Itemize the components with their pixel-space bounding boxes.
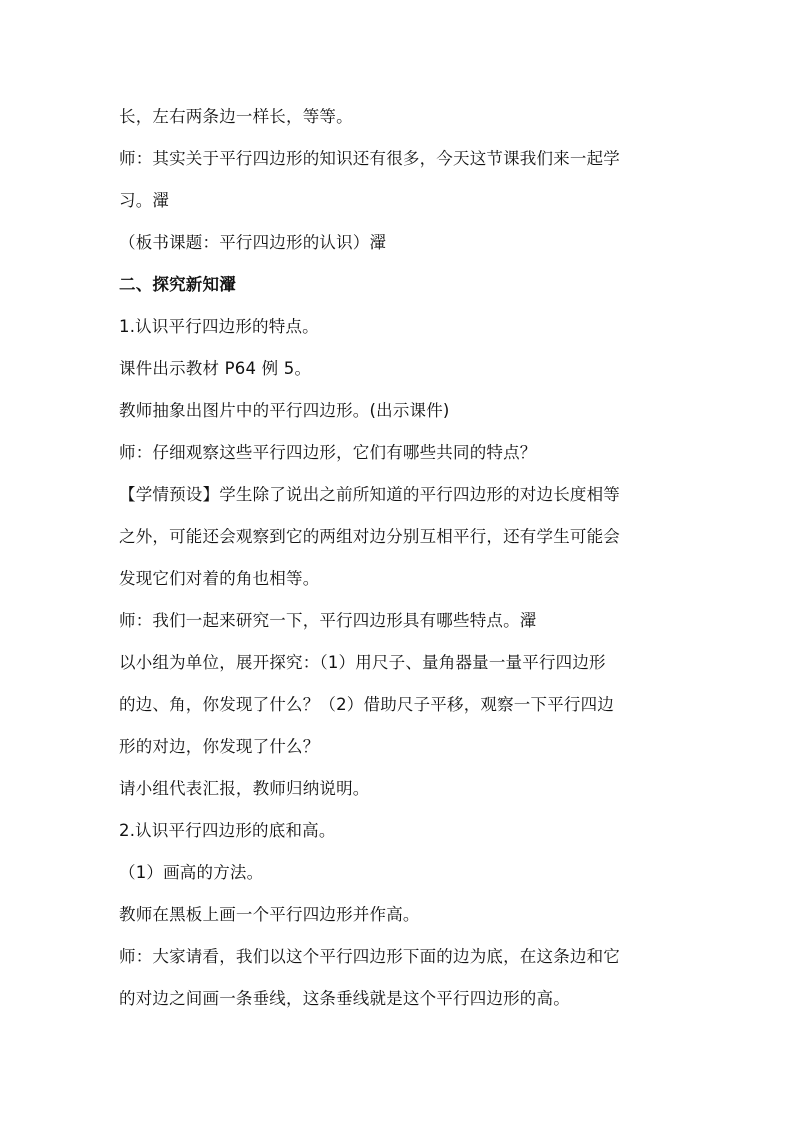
paragraph-line: 习。瀈 bbox=[119, 191, 170, 210]
paragraph-line: 课件出示教材 P64 例 5。 bbox=[119, 359, 312, 378]
subsection-heading: 2.认识平行四边形的底和高。 bbox=[119, 821, 336, 840]
paragraph-line: 之外，可能还会观察到它的两组对边分别互相平行，还有学生可能会 bbox=[119, 527, 620, 546]
paragraph-line: 以小组为单位，展开探究：（1）用尺子、量角器量一量平行四边形 bbox=[119, 653, 606, 672]
subsection-heading: 1.认识平行四边形的特点。 bbox=[119, 317, 319, 336]
paragraph-line: 教师在黑板上画一个平行四边形并作高。 bbox=[119, 905, 420, 924]
paragraph-line: 教师抽象出图片中的平行四边形。(出示课件) bbox=[119, 401, 450, 420]
paragraph-line: 师：大家请看，我们以这个平行四边形下面的边为底，在这条边和它 bbox=[119, 947, 620, 966]
paragraph-line: （板书课题：平行四边形的认识）瀈 bbox=[119, 233, 387, 252]
paragraph-line: 师：仔细观察这些平行四边形，它们有哪些共同的特点？ bbox=[119, 443, 537, 462]
paragraph-line: 长，左右两条边一样长，等等。 bbox=[119, 107, 353, 126]
paragraph-line: 发现它们对着的角也相等。 bbox=[119, 569, 320, 588]
paragraph-line: 的边、角，你发现了什么？（2）借助尺子平移，观察一下平行四边 bbox=[119, 695, 614, 714]
paragraph-line: 师：其实关于平行四边形的知识还有很多，今天这节课我们来一起学 bbox=[119, 149, 620, 168]
paragraph-line: 【学情预设】学生除了说出之前所知道的平行四边形的对边长度相等 bbox=[119, 485, 620, 504]
paragraph-line: 形的对边，你发现了什么？ bbox=[119, 737, 320, 756]
paragraph-line: （1）画高的方法。 bbox=[119, 863, 264, 882]
paragraph-line: 的对边之间画一条垂线，这条垂线就是这个平行四边形的高。 bbox=[119, 989, 570, 1008]
paragraph-line: 师：我们一起来研究一下，平行四边形具有哪些特点。瀈 bbox=[119, 611, 537, 630]
paragraph-line: 请小组代表汇报，教师归纳说明。 bbox=[119, 779, 370, 798]
section-heading: 二、探究新知瀈 bbox=[119, 275, 236, 294]
